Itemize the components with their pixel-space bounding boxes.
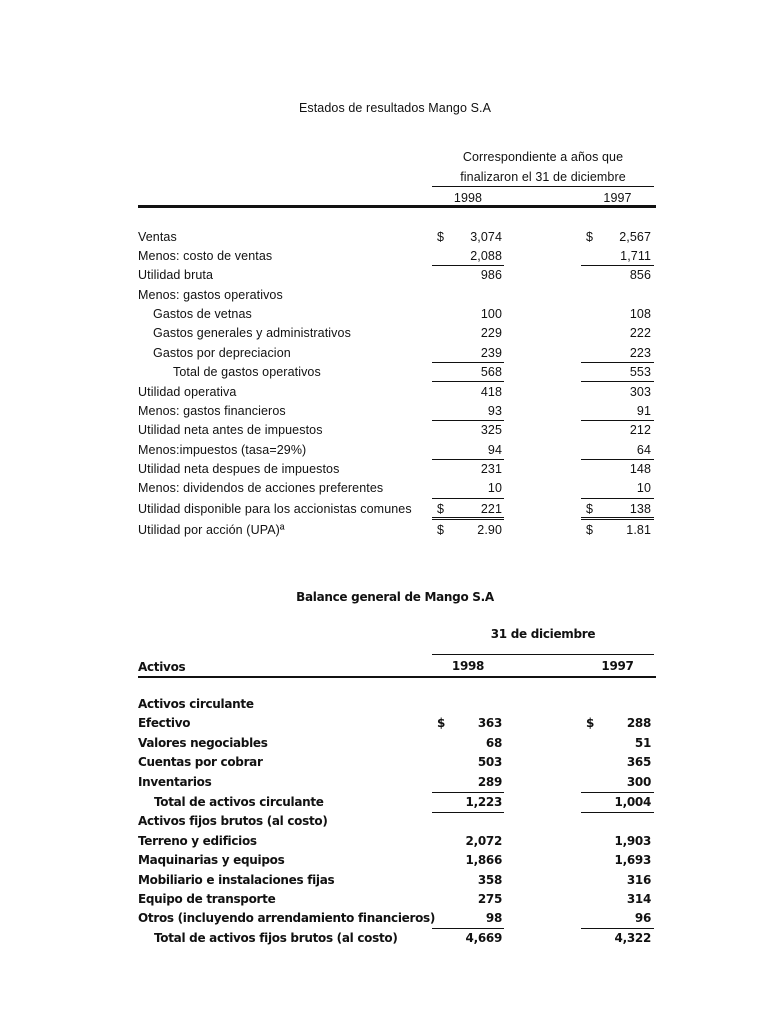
currency-symbol: $ [586, 230, 594, 244]
value-1997: 108 [629, 307, 651, 321]
income-year-1997: 1997 [603, 191, 632, 205]
value-1997: 212 [629, 423, 651, 437]
balance-year-1998: 1998 [451, 659, 485, 673]
subtotal-line [432, 265, 504, 266]
value-1997: 303 [629, 385, 651, 399]
subtotal-line [581, 459, 654, 460]
balance-title: Balance general de Mango S.A [296, 590, 494, 604]
row-label: Gastos de vetnas [153, 307, 252, 321]
value-1997: 2,567 [619, 230, 651, 244]
value-1998: 289 [477, 775, 502, 789]
value-1998: 68 [485, 736, 502, 750]
value-1998: 2,072 [465, 834, 502, 848]
value-1998: 503 [477, 755, 502, 769]
value-1998: 2.90 [477, 523, 502, 537]
value-1997: 1.81 [626, 523, 651, 537]
income-title: Estados de resultados Mango S.A [298, 101, 492, 115]
value-1997: 96 [634, 911, 651, 925]
row-label: Gastos generales y administrativos [153, 326, 351, 340]
value-1998: 93 [487, 404, 502, 418]
value-1997: 553 [629, 365, 651, 379]
value-1998: 221 [480, 502, 502, 516]
row-label: Utilidad neta despues de impuestos [138, 462, 340, 476]
row-label: Ventas [138, 230, 177, 244]
currency-symbol: $ [437, 716, 446, 730]
row-label: Valores negociables [138, 736, 268, 750]
value-1998: 2,088 [470, 249, 502, 263]
value-1998: 94 [487, 443, 502, 457]
value-1997: 288 [626, 716, 651, 730]
value-1998: 363 [477, 716, 502, 730]
subtotal-line [581, 362, 654, 363]
value-1997: 300 [626, 775, 651, 789]
row-label: Utilidad bruta [138, 268, 214, 282]
row-label: Utilidad neta antes de impuestos [138, 423, 323, 437]
subtotal-line [432, 362, 504, 363]
value-1998: 229 [480, 326, 502, 340]
row-label: Gastos por depreciacion [153, 346, 291, 360]
value-1998: 1,223 [465, 795, 502, 809]
income-year-1998: 1998 [453, 191, 483, 205]
row-label: Efectivo [138, 716, 191, 730]
value-1997: 1,903 [614, 834, 651, 848]
row-label: Menos: gastos operativos [138, 288, 283, 302]
row-label: Otros (incluyendo arrendamiento financieros) [138, 911, 436, 925]
value-1998: 325 [480, 423, 502, 437]
row-label: Menos: dividendos de acciones preferentes [138, 481, 384, 495]
value-1997: 316 [626, 873, 651, 887]
balance-year-1997: 1997 [601, 659, 634, 673]
value-1998: 10 [487, 481, 502, 495]
currency-symbol: $ [586, 716, 595, 730]
subtotal-line [432, 792, 504, 793]
subtotal-line [432, 459, 504, 460]
header-underline [432, 186, 654, 187]
value-1997: 1,693 [614, 853, 651, 867]
subtotal-line [581, 381, 654, 382]
double-underline [432, 517, 504, 520]
row-label: Mobiliario e instalaciones fijas [138, 873, 335, 887]
row-label: Activos fijos brutos (al costo) [138, 814, 328, 828]
subtotal-line [581, 928, 654, 929]
value-1997: 856 [629, 268, 651, 282]
value-1998: 231 [480, 462, 502, 476]
subtotal-line [432, 381, 504, 382]
row-label: Utilidad operativa [138, 385, 237, 399]
income-header-rule [138, 205, 656, 208]
row-label: Utilidad por acción (UPA)ª [138, 523, 285, 537]
row-label: Terreno y edificios [138, 834, 257, 848]
value-1997: 148 [629, 462, 651, 476]
section-heading: Activos [138, 660, 186, 674]
value-1998: 1,866 [465, 853, 502, 867]
header-underline [432, 654, 654, 655]
value-1998: 358 [477, 873, 502, 887]
value-1997: 223 [629, 346, 651, 360]
value-1997: 365 [626, 755, 651, 769]
subtotal-line [581, 265, 654, 266]
value-1998: 100 [480, 307, 502, 321]
value-1997: 1,004 [614, 795, 651, 809]
income-header-line2: finalizaron el 31 de diciembre [460, 170, 626, 184]
row-label: Inventarios [138, 775, 212, 789]
value-1997: 64 [636, 443, 651, 457]
value-1997: 1,711 [620, 249, 651, 263]
value-1997: 314 [626, 892, 651, 906]
row-label: Menos: gastos financieros [138, 404, 286, 418]
value-1997: 138 [629, 502, 651, 516]
currency-symbol: $ [586, 502, 594, 516]
balance-header-rule [138, 676, 656, 678]
value-1998: 275 [477, 892, 502, 906]
subtotal-line [432, 420, 504, 421]
row-label: Total de activos circulante [154, 795, 324, 809]
subtotal-line [581, 498, 654, 499]
double-underline [581, 517, 654, 520]
subtotal-line [432, 498, 504, 499]
value-1998: 4,669 [465, 931, 502, 945]
row-label: Total de activos fijos brutos (al costo) [154, 931, 398, 945]
value-1997: 51 [634, 736, 651, 750]
balance-date-header: 31 de diciembre [490, 627, 596, 641]
currency-symbol: $ [437, 502, 445, 516]
value-1998: 98 [485, 911, 502, 925]
row-label: Total de gastos operativos [173, 365, 321, 379]
row-label: Utilidad disponible para los accionistas comunes [138, 502, 412, 516]
value-1997: 10 [636, 481, 651, 495]
currency-symbol: $ [437, 523, 445, 537]
subtotal-line [432, 928, 504, 929]
value-1998: 568 [480, 365, 502, 379]
value-1998: 418 [480, 385, 502, 399]
value-1997: 4,322 [614, 931, 651, 945]
subtotal-line [432, 812, 504, 813]
row-label: Equipo de transporte [138, 892, 276, 906]
currency-symbol: $ [437, 230, 445, 244]
row-label: Menos: costo de ventas [138, 249, 273, 263]
subtotal-line [581, 792, 654, 793]
subtotal-line [581, 420, 654, 421]
value-1997: 222 [629, 326, 651, 340]
income-header-line1: Correspondiente a años que [462, 150, 624, 164]
row-label: Cuentas por cobrar [138, 755, 263, 769]
row-label: Maquinarias y equipos [138, 853, 285, 867]
row-label: Activos circulante [138, 697, 254, 711]
value-1998: 239 [480, 346, 502, 360]
currency-symbol: $ [586, 523, 594, 537]
value-1998: 3,074 [470, 230, 502, 244]
value-1997: 91 [636, 404, 651, 418]
subtotal-line [581, 812, 654, 813]
row-label: Menos:impuestos (tasa=29%) [138, 443, 307, 457]
value-1998: 986 [480, 268, 502, 282]
